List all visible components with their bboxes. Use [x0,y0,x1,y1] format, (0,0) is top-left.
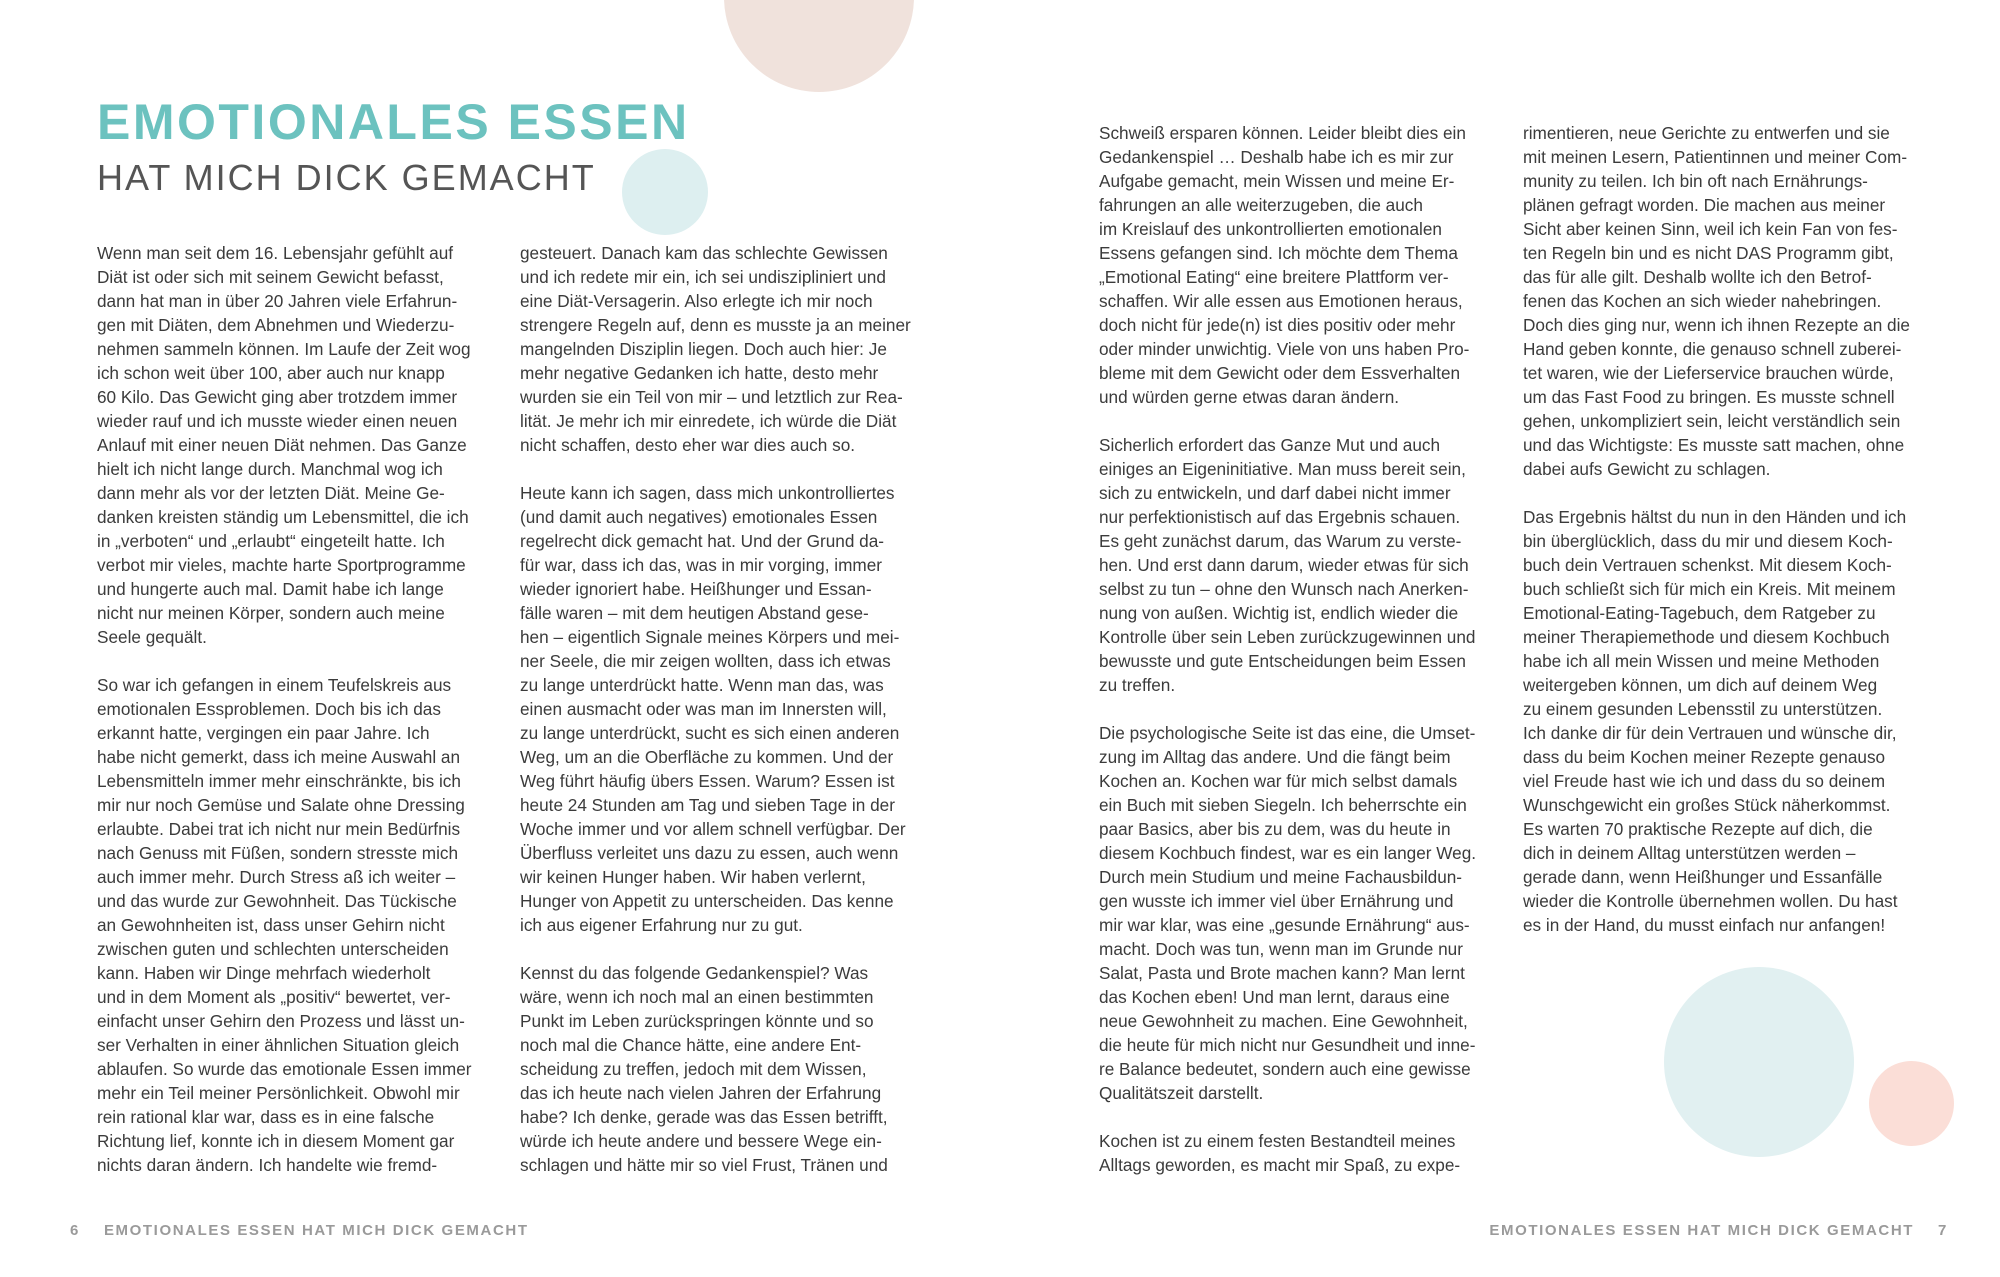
text-line: ein Buch mit sieben Siegeln. Ich beherrschte ein [1099,795,1467,815]
text-line: plänen gefragt worden. Die machen aus meiner [1523,195,1886,215]
text-line: in „verboten“ und „erlaubt“ eingeteilt hatte. Ich [97,531,445,551]
text-line: Kochen ist zu einem festen Bestandteil meines [1099,1131,1456,1151]
text-line: 60 Kilo. Das Gewicht ging aber trotzdem immer [97,387,458,407]
text-line: Qualitätszeit darstellt. [1099,1083,1264,1103]
text-line: habe? Ich denke, gerade was das Essen betrifft, [520,1107,888,1127]
text-line: es in der Hand, du musst einfach nur anfangen! [1523,915,1886,935]
text-line: kann. Haben wir Dinge mehrfach wiederholt [97,963,431,983]
text-line: munity zu teilen. Ich bin oft nach Ernährungs- [1523,171,1868,191]
text-line: strengere Regeln auf, denn es musste ja an meiner [520,315,911,335]
text-line: mehr negative Gedanken ich hatte, desto mehr [520,363,879,383]
text-column-3 [1099,121,1504,1201]
text-line: (und damit auch negatives) emotionales Essen [520,507,878,527]
text-line: hen – eigentlich Signale meines Körpers und mei- [520,627,900,647]
text-line: dich in deinem Alltag unterstützen werden – [1523,843,1856,863]
text-line: regelrecht dick gemacht hat. Und der Grund da- [520,531,884,551]
text-line: bewusste und gute Entscheidungen beim Essen [1099,651,1466,671]
text-line: hielt ich nicht lange durch. Manchmal wog ich [97,459,443,479]
text-line: schlagen und hätte mir so viel Frust, Tränen und [520,1155,888,1175]
text-line: fälle waren – mit dem heutigen Abstand gese- [520,603,869,623]
text-line: mir nur noch Gemüse und Salate ohne Dressing [97,795,465,815]
text-line: Gedankenspiel … Deshalb habe ich es mir zur [1099,147,1454,167]
text-line: Sicht aber keinen Sinn, weil ich kein Fan von fes- [1523,219,1898,239]
text-line: Kennst du das folgende Gedankenspiel? Was [520,963,869,983]
text-line: bin überglücklich, dass du mir und diesem Koch- [1523,531,1893,551]
page-number-left: 6 [70,1222,80,1239]
text-line: wurden sie ein Teil von mir – und letztlich zur Rea- [520,387,903,407]
text-line: „Emotional Eating“ eine breitere Plattform ver- [1099,267,1449,287]
text-line: nichts daran ändern. Ich handelte wie fremd- [97,1155,438,1175]
text-line: dabei aufs Gewicht zu schlagen. [1523,459,1771,479]
text-line: an Gewohnheiten ist, dass unser Gehirn nicht [97,915,445,935]
text-line: Salat, Pasta und Brote machen kann? Man lernt [1099,963,1465,983]
paragraph [1099,721,1504,1105]
text-line: rein rational klar war, dass es in eine falsche [97,1107,435,1127]
paragraph [520,961,925,1177]
text-line: wir keinen Hunger haben. Wir haben verlernt, [520,867,866,887]
chapter-subtitle: HAT MICH DICK GEMACHT [97,157,596,198]
text-line: danken kreisten ständig um Lebensmittel, die ich [97,507,469,527]
text-line: schaffen. Wir alle essen aus Emotionen heraus, [1099,291,1463,311]
text-line: nur perfektionistisch auf das Ergebnis schauen. [1099,507,1461,527]
running-head-left: EMOTIONALES ESSEN HAT MICH DICK GEMACHT [103,1222,529,1239]
text-line: wieder rauf und ich musste wieder einen neuen [97,411,458,431]
text-line: einfacht unser Gehirn den Prozess und lässt un- [97,1011,465,1031]
text-line: ten Regeln bin und es nicht DAS Programm gibt, [1523,243,1894,263]
text-line: Richtung lief, konnte ich in diesem Moment gar [97,1131,455,1151]
text-line: gehen, unkompliziert sein, leicht verständlich sein [1523,411,1901,431]
text-line: Weg, um an die Oberfläche zu kommen. Und der [520,747,894,767]
text-line: fenen das Kochen an sich wieder nahebringen. [1523,291,1882,311]
paragraph [1099,121,1504,409]
text-line: einen ausmacht oder was man im Innersten will, [520,699,887,719]
text-line: buch schließt sich für mich ein Kreis. Mit meinem [1523,579,1896,599]
text-line: ser Verhalten in einer ähnlichen Situation gleich [97,1035,460,1055]
decorative-circle-peach [724,0,914,92]
text-line: die heute für mich nicht nur Gesundheit und inne- [1099,1035,1476,1055]
text-line: paar Basics, aber bis zu dem, was du heute in [1099,819,1451,839]
running-head-right: EMOTIONALES ESSEN HAT MICH DICK GEMACHT [1489,1222,1915,1239]
text-line: diesem Kochbuch findest, war es ein langer Weg. [1099,843,1477,863]
text-line: Hunger von Appetit zu unterscheiden. Das kenne [520,891,894,911]
text-line: mit meinen Lesern, Patientinnen und meiner Com- [1523,147,1908,167]
text-line: Heute kann ich sagen, dass mich unkontrolliertes [520,483,895,503]
text-line: zung im Alltag das andere. Und die fängt beim [1099,747,1451,767]
text-line: und das wurde zur Gewohnheit. Das Tückische [97,891,457,911]
text-line: und würden gerne etwas daran ändern. [1099,387,1400,407]
text-line: Durch mein Studium und meine Fachausbildun- [1099,867,1463,887]
text-line: Woche immer und vor allem schnell verfügbar. Der [520,819,906,839]
text-line: Seele gequält. [97,627,207,647]
paragraph [97,673,502,1177]
text-line: Es geht zunächst darum, das Warum zu verste- [1099,531,1462,551]
paragraph [1523,505,1928,937]
text-line: im Kreislauf des unkontrollierten emotionalen [1099,219,1442,239]
text-line: ablaufen. So wurde das emotionale Essen immer [97,1059,472,1079]
text-line: das ich heute nach vielen Jahren der Erfahrung [520,1083,882,1103]
text-line: eine Diät-Versagerin. Also erlegte ich mir noch [520,291,873,311]
text-line: tet waren, wie der Lieferservice brauchen würde, [1523,363,1894,383]
text-line: gerade dann, wenn Heißhunger und Essanfälle [1523,867,1883,887]
paragraph [1523,121,1928,481]
text-line: oder minder unwichtig. Viele von uns haben Pro- [1099,339,1470,359]
text-line: erkannt hatte, vergingen ein paar Jahre. Ich [97,723,430,743]
paragraph [1099,433,1504,697]
text-line: und hungerte auch mal. Damit habe ich lange [97,579,444,599]
text-line: zwischen guten und schlechten unterscheiden [97,939,449,959]
text-line: nehmen sammeln können. Im Laufe der Zeit wog [97,339,471,359]
text-line: Schweiß ersparen können. Leider bleibt dies ein [1099,123,1466,143]
text-line: Kochen an. Kochen war für mich selbst damals [1099,771,1458,791]
text-line: habe ich all mein Wissen und meine Methoden [1523,651,1880,671]
text-line: emotionalen Essproblemen. Doch bis ich das [97,699,441,719]
chapter-title: EMOTIONALES ESSEN [97,94,690,150]
text-line: dann mehr als vor der letzten Diät. Meine Ge- [97,483,445,503]
text-line: heute 24 Stunden am Tag und sieben Tage in der [520,795,895,815]
text-line: das für alle gilt. Deshalb wollte ich den Betrof- [1523,267,1872,287]
text-line: weitergeben können, um dich auf deinem Weg [1523,675,1878,695]
text-line: das Kochen eben! Und man lernt, daraus eine [1099,987,1450,1007]
footer-right [1489,1222,1948,1239]
text-line: gesteuert. Danach kam das schlechte Gewissen [520,243,888,263]
text-line: zu lange unterdrückt hatte. Wenn man das, was [520,675,884,695]
text-line: Aufgabe gemacht, mein Wissen und meine Er- [1099,171,1455,191]
page-number-right: 7 [1938,1222,1948,1239]
text-line: viel Freude hast wie ich und dass du so deinem [1523,771,1886,791]
text-line: gen mit Diäten, dem Abnehmen und Wiederzu- [97,315,455,335]
decorative-circle-large-mint [1664,967,1854,1157]
text-line: wieder die Kontrolle übernehmen wollen. Du hast [1523,891,1898,911]
text-line: nicht nur meinen Körper, sondern auch meine [97,603,445,623]
text-line: Anlauf mit einer neuen Diät nehmen. Das Ganze [97,435,467,455]
text-line: scheidung zu treffen, jedoch mit dem Wissen, [520,1059,867,1079]
text-line: wieder ignoriert habe. Heißhunger und Essan- [520,579,872,599]
text-line: Doch dies ging nur, wenn ich ihnen Rezepte an die [1523,315,1910,335]
text-line: und ich redete mir ein, ich sei undiszipliniert und [520,267,886,287]
text-line: ich aus eigener Erfahrung nur zu gut. [520,915,803,935]
text-line: Wunschgewicht ein großes Stück näherkommst. [1523,795,1891,815]
text-line: noch mal die Chance hätte, eine andere Ent- [520,1035,862,1055]
text-line: macht. Doch was tun, wenn man im Grunde nur [1099,939,1463,959]
text-line: gen wusste ich immer viel über Ernährung und [1099,891,1454,911]
text-line: Überfluss verleitet uns dazu zu essen, auch wenn [520,843,899,863]
decorative-circle-pink [1869,1061,1954,1146]
text-line: selbst zu tun – ohne den Wunsch nach Anerken- [1099,579,1469,599]
text-line: Ich danke dir für dein Vertrauen und wünsche dir, [1523,723,1897,743]
text-column-1 [97,241,502,1201]
text-line: Es warten 70 praktische Rezepte auf dich, die [1523,819,1873,839]
text-line: wäre, wenn ich noch mal an einen bestimmten [520,987,874,1007]
text-line: meiner Therapiemethode und diesem Kochbuch [1523,627,1890,647]
paragraph [520,481,925,937]
text-line: Wenn man seit dem 16. Lebensjahr gefühlt auf [97,243,454,263]
text-line: sich zu entwickeln, und darf dabei nicht immer [1099,483,1451,503]
footer-left [70,1222,529,1239]
text-line: und das Wichtigste: Es musste satt machen, ohne [1523,435,1905,455]
text-line: auch immer mehr. Durch Stress aß ich weiter – [97,867,456,887]
text-line: ich schon weit über 100, aber auch nur knapp [97,363,445,383]
text-line: lität. Je mehr ich mir einredete, ich würde die Diät [520,411,897,431]
text-line: mehr ein Teil meiner Persönlichkeit. Obwohl mir [97,1083,460,1103]
text-line: mangelnden Disziplin liegen. Doch auch hier: Je [520,339,887,359]
text-line: Hand geben konnte, die genauso schnell zuberei- [1523,339,1902,359]
text-line: ner Seele, die mir zeigen wollten, dass ich etwas [520,651,891,671]
text-line: nung von außen. Wichtig ist, endlich wieder die [1099,603,1459,623]
text-line: erlaubte. Dabei trat ich nicht nur mein Bedürfnis [97,819,461,839]
text-line: verbot mir vieles, machte harte Sportprogramme [97,555,466,575]
text-line: Kontrolle über sein Leben zurückzugewinnen und [1099,627,1476,647]
text-line: nicht schaffen, desto eher war dies auch so. [520,435,856,455]
text-line: nach Genuss mit Füßen, sondern stresste mich [97,843,459,863]
text-line: Weg führt häufig übers Essen. Warum? Essen ist [520,771,895,791]
text-line: Punkt im Leben zurückspringen könnte und so [520,1011,874,1031]
text-line: Alltags geworden, es macht mir Spaß, zu expe- [1099,1155,1461,1175]
text-line: Lebensmitteln immer mehr einschränkte, bis ich [97,771,461,791]
text-line: Emotional-Eating-Tagebuch, dem Ratgeber zu [1523,603,1876,623]
text-line: um das Fast Food zu bringen. Es musste schnell [1523,387,1895,407]
text-line: So war ich gefangen in einem Teufelskreis aus [97,675,452,695]
text-line: zu lange unterdrückt, sucht es sich einen anderen [520,723,900,743]
text-line: Sicherlich erfordert das Ganze Mut und auch [1099,435,1441,455]
text-line: buch dein Vertrauen schenkst. Mit diesem Koch- [1523,555,1892,575]
text-line: würde ich heute andere und bessere Wege ein- [520,1131,882,1151]
paragraph [97,241,502,649]
text-line: bleme mit dem Gewicht oder dem Essverhalten [1099,363,1461,383]
text-line: und in dem Moment als „positiv“ bewertet, ver- [97,987,451,1007]
text-line: zu einem gesunden Lebensstil zu unterstützen. [1523,699,1883,719]
text-line: fahrungen an alle weiterzugeben, die auch [1099,195,1423,215]
text-line: rimentieren, neue Gerichte zu entwerfen und sie [1523,123,1890,143]
text-line: Die psychologische Seite ist das eine, die Umset- [1099,723,1476,743]
text-line: habe nicht gemerkt, dass ich meine Auswahl an [97,747,461,767]
text-line: mir war klar, was eine „gesunde Ernährung“ aus- [1099,915,1470,935]
text-line: neue Gewohnheit zu machen. Eine Gewohnheit, [1099,1011,1468,1031]
text-line: re Balance bedeutet, sondern auch eine gewisse [1099,1059,1471,1079]
text-line: doch nicht für jede(n) ist dies positiv oder mehr [1099,315,1456,335]
text-line: hen. Und erst dann darum, wieder etwas für sich [1099,555,1469,575]
text-line: zu treffen. [1099,675,1176,695]
paragraph [520,241,925,457]
text-line: Das Ergebnis hältst du nun in den Händen und ich [1523,507,1907,527]
paragraph [1099,1129,1504,1177]
text-column-4 [1523,121,1928,961]
text-line: Essens gefangen sind. Ich möchte dem Thema [1099,243,1458,263]
text-line: Diät ist oder sich mit seinem Gewicht befasst, [97,267,444,287]
text-line: dass du beim Kochen meiner Rezepte genauso [1523,747,1886,767]
text-line: einiges an Eigeninitiative. Man muss bereit sein, [1099,459,1466,479]
chapter-heading [97,90,690,200]
text-line: dann hat man in über 20 Jahren viele Erfahrun- [97,291,458,311]
text-line: für war, dass ich das, was in mir vorging, immer [520,555,883,575]
text-column-2 [520,241,925,1201]
